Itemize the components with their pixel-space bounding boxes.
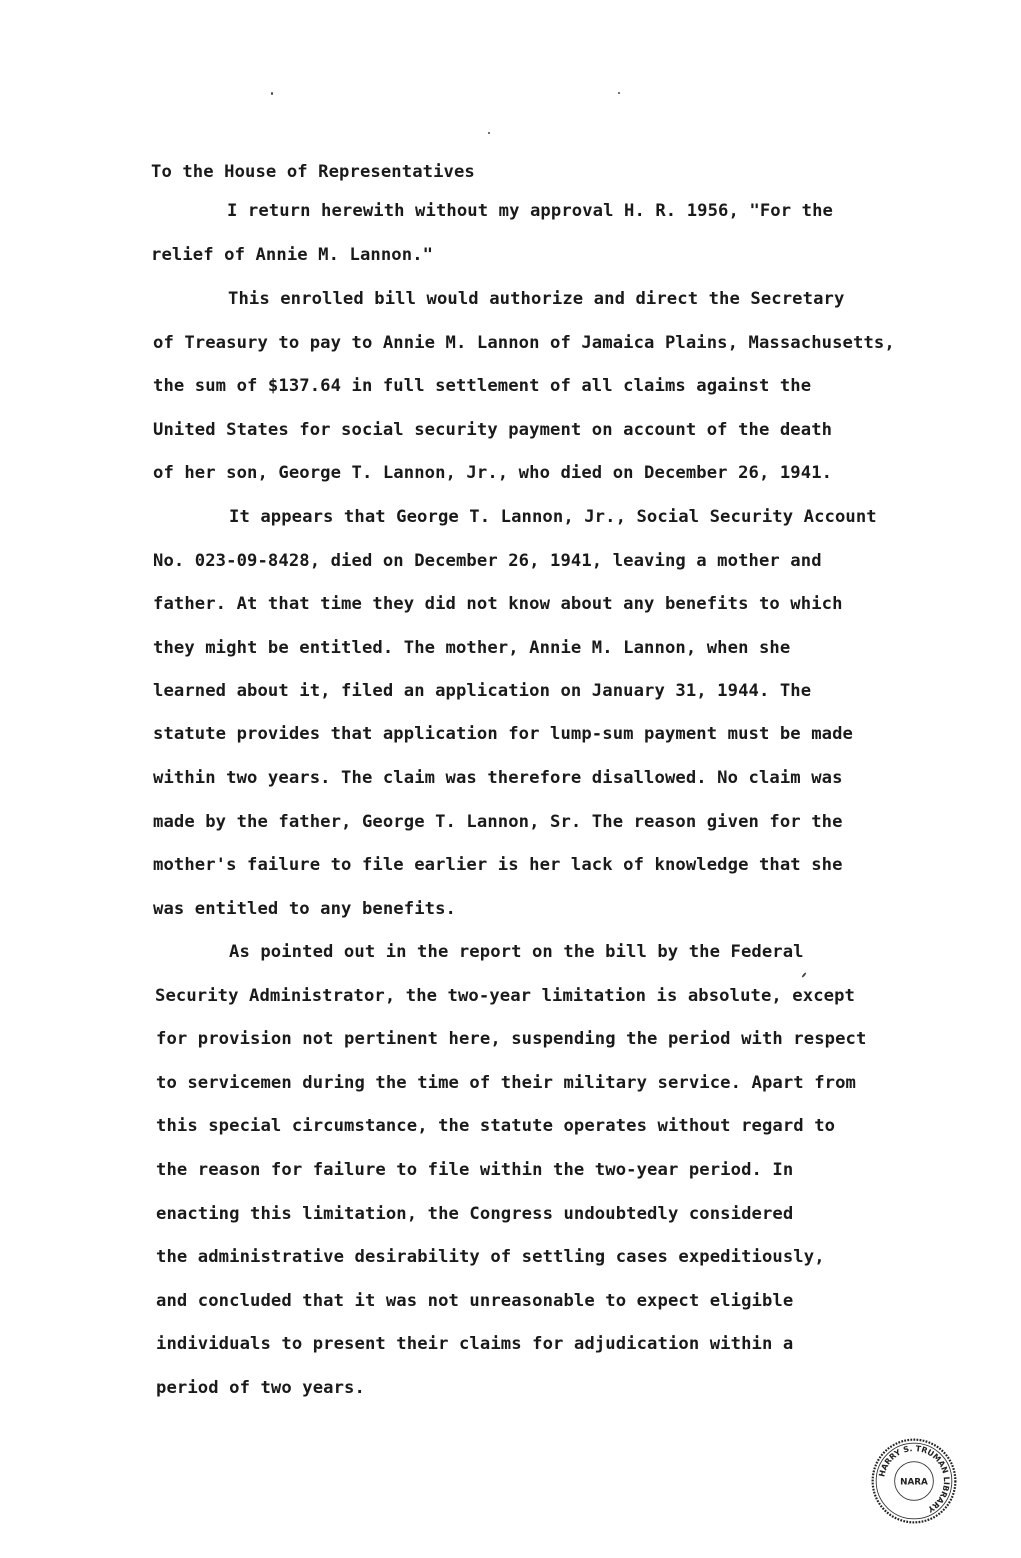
library-seal-stamp	[870, 1437, 958, 1525]
paragraph-4-line-1: As pointed out in the report on the bill by the Federal	[229, 942, 804, 962]
paragraph-1-line-2: relief of Annie M. Lannon."	[151, 245, 434, 265]
paragraph-4-line-6: the reason for failure to file within the two-year period. In	[156, 1160, 794, 1180]
paragraph-4-line-11: period of two years.	[156, 1378, 365, 1398]
paragraph-3-line-6: statute provides that application for lump-sum payment must be made	[153, 724, 853, 744]
paragraph-3-line-10: was entitled to any benefits.	[153, 899, 456, 919]
paragraph-3-line-7: within two years. The claim was therefore disallowed. No claim was	[153, 768, 843, 788]
paragraph-4-line-9: and concluded that it was not unreasonable to expect eligible	[156, 1291, 794, 1311]
paragraph-3-line-2: No. 023-09-8428, died on December 26, 1941, leaving a mother and	[153, 551, 822, 571]
paragraph-4-line-10: individuals to present their claims for adjudication within a	[156, 1334, 794, 1354]
paragraph-3-line-5: learned about it, filed an application on January 31, 1944. The	[153, 681, 812, 701]
scan-speck	[488, 132, 490, 134]
seal-center-text: NARA	[900, 1477, 928, 1488]
paragraph-4-line-5: this special circumstance, the statute operates without regard to	[156, 1116, 836, 1136]
scan-speck	[618, 92, 620, 94]
paragraph-2-line-4: United States for social security payment on account of the death	[153, 420, 833, 440]
paragraph-3-line-4: they might be entitled. The mother, Annie M. Lannon, when she	[153, 638, 791, 658]
paragraph-2-line-3: the sum of $137.64 in full settlement of all claims against the	[153, 376, 812, 396]
paragraph-2-line-1: This enrolled bill would authorize and direct the Secretary	[228, 289, 845, 309]
scan-mark	[801, 972, 806, 978]
paragraph-2-line-2: of Treasury to pay to Annie M. Lannon of Jamaica Plains, Massachusetts,	[153, 333, 895, 353]
scan-speck	[271, 92, 273, 95]
paragraph-4-line-7: enacting this limitation, the Congress undoubtedly considered	[156, 1204, 794, 1224]
paragraph-3-line-3: father. At that time they did not know about any benefits to which	[153, 594, 843, 614]
paragraph-1-line-1: I return herewith without my approval H. R. 1956, "For the	[227, 201, 833, 221]
paragraph-2-line-5: of her son, George T. Lannon, Jr., who died on December 26, 1941.	[153, 463, 833, 483]
paragraph-4-line-3: for provision not pertinent here, suspending the period with respect	[156, 1029, 867, 1049]
seal-ring-text: HARRY S. TRUMAN LIBRARY	[877, 1444, 952, 1514]
salutation: To the House of Representatives	[151, 162, 475, 182]
paragraph-3-line-9: mother's failure to file earlier is her lack of knowledge that she	[153, 855, 843, 875]
paragraph-3-line-8: made by the father, George T. Lannon, Sr. The reason given for the	[153, 812, 843, 832]
paragraph-3-line-1: It appears that George T. Lannon, Jr., Social Security Account	[229, 507, 877, 527]
paragraph-4-line-2: Security Administrator, the two-year limitation is absolute, except	[155, 986, 855, 1006]
paragraph-4-line-4: to servicemen during the time of their military service. Apart from	[156, 1073, 856, 1093]
paragraph-4-line-8: the administrative desirability of settling cases expeditiously,	[156, 1247, 825, 1267]
